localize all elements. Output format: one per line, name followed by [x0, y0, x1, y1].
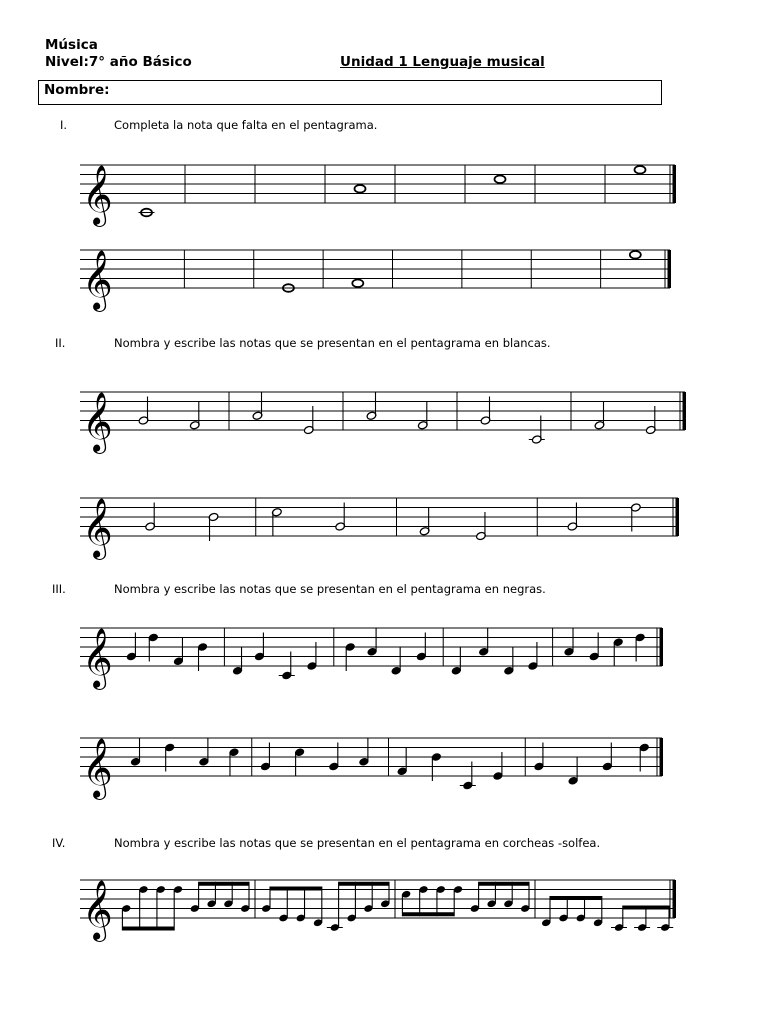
whole-note [635, 166, 646, 174]
treble-clef-glyph: 𝄞 [82, 628, 113, 688]
level-label: Nivel:7° año Básico [45, 54, 192, 70]
staff-2 [70, 230, 690, 330]
name-field[interactable] [38, 80, 662, 105]
treble-clef-icon [82, 880, 113, 942]
section-3-number: III. [52, 582, 66, 596]
final-bar-thick [673, 165, 677, 203]
staff-4 [70, 478, 690, 578]
staff-5 [70, 608, 690, 708]
note-beam [623, 906, 669, 910]
staff-6 [70, 718, 690, 818]
final-bar-thick [673, 880, 677, 918]
treble-clef-icon [82, 628, 113, 690]
subject-title: Música [45, 37, 98, 53]
treble-clef-icon [82, 498, 113, 560]
note-beam [479, 882, 529, 886]
section-1-instruction: Completa la nota que falta en el pentagrama. [114, 118, 378, 132]
note-beam [550, 896, 602, 900]
section-4-number: IV. [52, 836, 66, 850]
note-beam [402, 912, 454, 916]
staff-3 [70, 372, 690, 472]
section-3-instruction: Nombra y escribe las notas que se presentan en el pentagrama en negras. [114, 582, 546, 596]
treble-clef-icon [82, 738, 113, 800]
note-beam [199, 882, 249, 886]
section-2-number: II. [55, 336, 66, 350]
note-beam [122, 927, 174, 931]
treble-clef-glyph: 𝄞 [82, 880, 113, 940]
whole-note [355, 185, 366, 193]
treble-clef-glyph: 𝄞 [82, 250, 113, 310]
whole-note [495, 175, 506, 183]
name-label: Nombre: [44, 82, 110, 98]
final-bar-thick [660, 738, 664, 776]
final-bar-thick [668, 250, 672, 288]
unit-title: Unidad 1 Lenguaje musical [340, 54, 545, 70]
section-1-number: I. [60, 118, 68, 132]
whole-note [630, 251, 641, 259]
treble-clef-glyph: 𝄞 [82, 498, 113, 558]
treble-clef-icon [82, 250, 113, 312]
staff-7 [70, 860, 690, 960]
section-4-instruction: Nombra y escribe las notas que se presentan en el pentagrama en corcheas -solfea. [114, 836, 601, 850]
treble-clef-glyph: 𝄞 [82, 165, 113, 225]
whole-note [352, 279, 363, 287]
treble-clef-glyph: 𝄞 [82, 738, 113, 798]
final-bar-thick [676, 498, 680, 536]
note-beam [270, 887, 322, 891]
final-bar-thick [683, 392, 687, 430]
section-2-instruction: Nombra y escribe las notas que se presentan en el pentagrama en blancas. [114, 336, 551, 350]
note-beam [339, 882, 389, 886]
treble-clef-glyph: 𝄞 [82, 392, 113, 452]
treble-clef-icon [82, 165, 113, 227]
final-bar-thick [660, 628, 664, 666]
treble-clef-icon [82, 392, 113, 454]
